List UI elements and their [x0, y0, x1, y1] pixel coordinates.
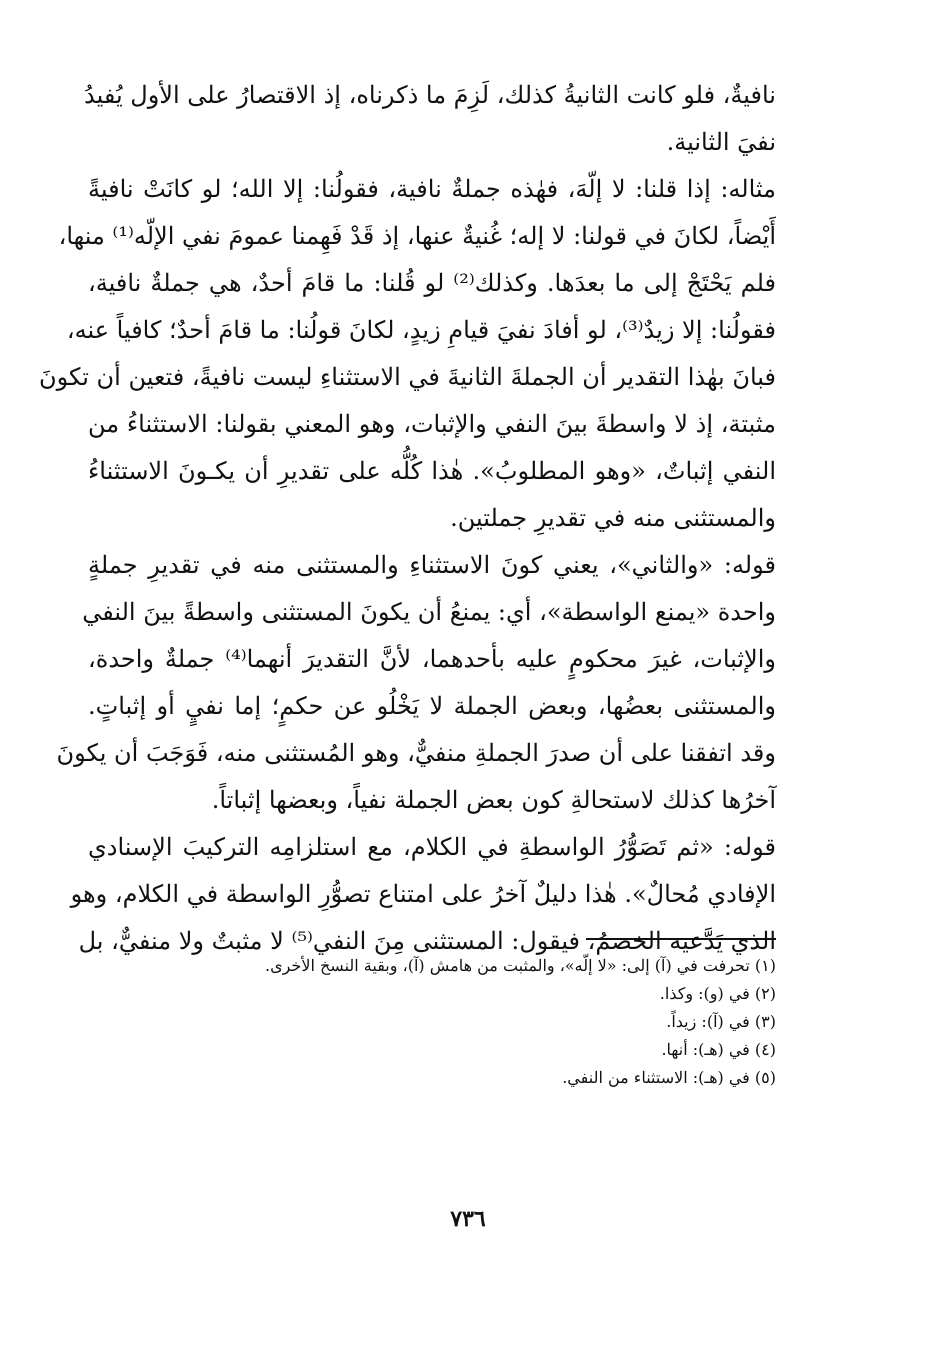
text-line: الإفادي مُحالٌ». هٰذا دليلٌ آخرُ على امتناع تصوُّرِ الواسطة في الكلام، وهو	[70, 880, 776, 908]
text-line: فلم يَحْتَجْ إلى ما بعدَها. وكذلك⁽²⁾ لو قُلنا: ما قامَ أحدٌ، هي جملةٌ نافية،	[88, 269, 777, 297]
text-line: والمستثنى منه في تقديرِ جملتين.	[450, 504, 776, 532]
text-line: وقد اتفقنا على أن صدرَ الجملةِ منفيٌّ، وهو المُستثنى منه، فَوَجَبَ أن يكونَ	[56, 739, 776, 767]
text-line: أَيْضاً، لكانَ في قولنا: لا إله؛ غُنيةٌ عنها، إذ قَدْ فَهِمنا عمومَ نفي الإلّه⁽¹⁾ منها،	[58, 222, 776, 250]
text-line: قوله: «والثاني»، يعني كونَ الاستثناءِ والمستثنى منه في تقديرِ جملةٍ	[88, 551, 776, 579]
text-line: واحدة «يمنع الواسطة»، أي: يمنعُ أن يكونَ المستثنى واسطةً بينَ النفي	[82, 598, 776, 626]
text-line: الذي يَدَّعيه الخصمُ، فيقول: المستثنى مِنَ النفي⁽⁵⁾ لا مثبتٌ ولا منفيٌّ، بل	[78, 927, 776, 955]
main-text	[38, 72, 777, 965]
text-line: قوله: «ثم تَصَوُّرُ الواسطةِ في الكلام، مع استلزامِه التركيبَ الإسنادي	[88, 833, 776, 861]
footnote: (٤) في (هـ): أنها.	[661, 1040, 776, 1059]
text-line: فبانَ بهٰذا التقدير أن الجملةَ الثانيةَ في الاستثناءِ ليست نافيةً، فتعين أن تكونَ	[38, 363, 776, 391]
footnotes	[88, 952, 776, 1092]
footnote-divider	[586, 938, 776, 940]
footnote: (١) تحرفت في (آ) إلى: «لا إلّه»، والمثبت من هامش (آ)، وبقية النسخ الأخرى.	[264, 956, 776, 975]
text-line: والإثبات، غيرَ محكومٍ عليه بأحدهما، لأنَّ التقديرَ أنهما⁽⁴⁾ جملةٌ واحدة،	[88, 645, 776, 673]
text-line: آخرُها كذلك لاستحالةِ كون بعض الجملة نفياً، وبعضها إثباتاً.	[211, 786, 776, 814]
text-line: مثبتة، إذ لا واسطةَ بينَ النفي والإثبات، وهو المعني بقولنا: الاستثناءُ من	[88, 410, 776, 438]
page-number: ٧٣٦	[450, 1206, 486, 1232]
text-line: نفيَ الثانية.	[666, 128, 776, 156]
text-line: فقولُنا: إلا زيدٌ⁽³⁾، لو أفادَ نفيَ قيامِ زيدٍ، لكانَ قولُنا: ما قامَ أحدٌ؛ كافياً عنه،	[66, 316, 776, 344]
text-line: والمستثنى بعضُها، وبعض الجملة لا يَخْلُو عن حكمٍ؛ إما نفيٍ أو إثباتٍ.	[88, 692, 776, 720]
footnote: (٥) في (هـ): الاستثناء من النفي.	[562, 1068, 776, 1087]
text-line: النفي إثباتٌ، «وهو المطلوبُ». هٰذا كُلُّه على تقديرِ أن يكـونَ الاستثناءُ	[88, 457, 777, 485]
footnote: (٢) في (و): وكذا.	[659, 984, 776, 1003]
footnote: (٣) في (آ): زيداً.	[666, 1012, 776, 1031]
text-line: نافيةٌ، فلو كانت الثانيةُ كذلك، لَزِمَ ما ذكرناه، إذ الاقتصارُ على الأول يُفيدُ	[83, 81, 776, 109]
text-line: مثاله: إذا قلنا: لا إلّهَ، فهٰذه جملةٌ نافية، فقولُنا: إلا الله؛ لو كانَتْ نافيةً	[88, 175, 776, 203]
